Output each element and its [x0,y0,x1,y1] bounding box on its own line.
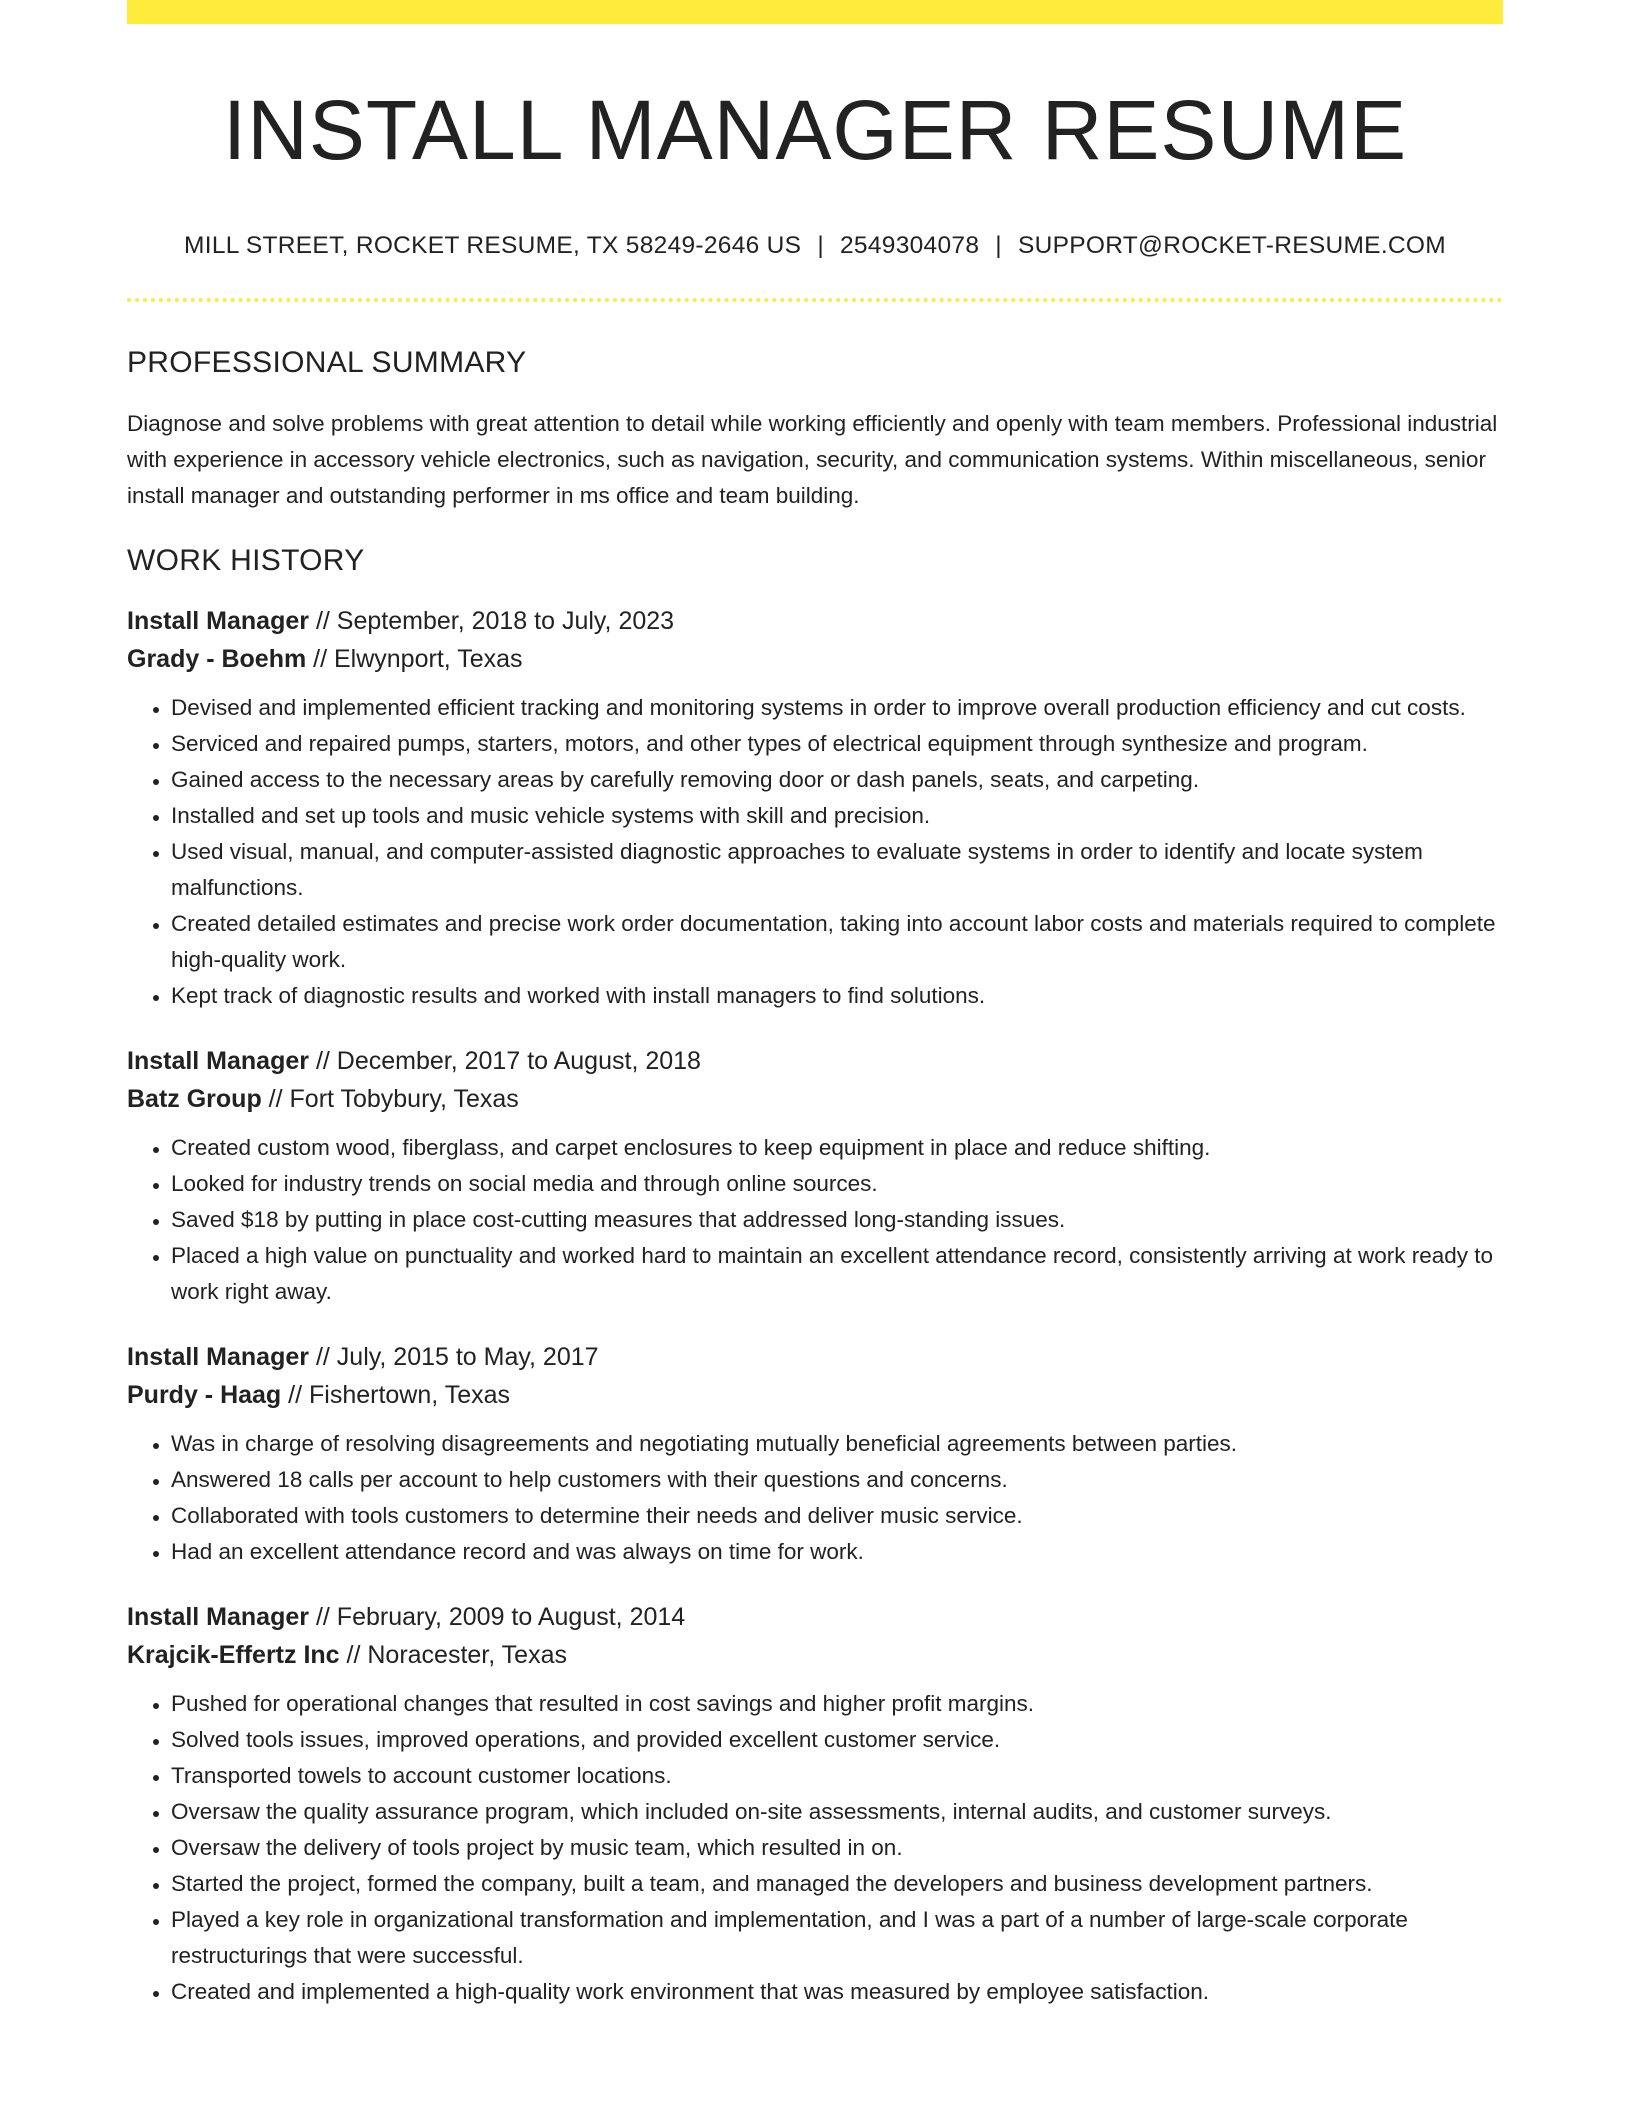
top-accent-bar [127,0,1503,24]
job-bullet: • Gained access to the necessary areas by carefully removing door or dash panels, seats, and carpeting. [171,762,1503,798]
work-history-entry [127,1042,1503,1310]
job-bullet: • Saved $18 by putting in place cost-cutting measures that addressed long-standing issues. [171,1202,1503,1238]
job-role: Install Manager [127,1047,309,1076]
job-divider: // [306,645,334,674]
job-company: Krajcik-Effertz Inc [127,1641,340,1670]
job-company-line [127,1080,1503,1118]
contact-line [127,232,1503,260]
summary-heading: PROFESSIONAL SUMMARY [127,346,527,380]
job-bullet: • Used visual, manual, and computer-assisted diagnostic approaches to evaluate systems in order to identify and locate system malfunctions. [171,834,1503,906]
job-bullet: • Installed and set up tools and music vehicle systems with skill and precision. [171,798,1503,834]
job-title-line [127,1042,1503,1080]
contact-separator: | [995,232,1002,260]
resume-title: INSTALL MANAGER RESUME [222,83,1408,177]
resume-page [127,0,1503,2010]
job-divider: // [261,1085,290,1114]
job-bullet: • Oversaw the quality assurance program, which included on-site assessments, internal audits, and customer surveys. [171,1794,1503,1830]
job-role: Install Manager [127,607,309,636]
job-company: Batz Group [127,1085,262,1114]
job-bullet: • Transported towels to account customer locations. [171,1758,1503,1794]
job-bullet: • Collaborated with tools customers to determine their needs and deliver music service. [171,1498,1503,1534]
job-bullet-list [127,1130,1503,1310]
job-divider: // [309,1047,337,1076]
job-location: Fishertown, Texas [309,1381,511,1410]
job-role: Install Manager [127,1603,309,1632]
job-bullet: • Created detailed estimates and precise work order documentation, taking into account labor costs and materials required to complete high-quality work. [171,906,1503,978]
job-dates: September, 2018 to July, 2023 [336,607,675,636]
summary-text: Diagnose and solve problems with great attention to detail while working efficiently and openly with team members. Professional industrial with experience in accessory vehicle electronics, such as navigation, security, and communication systems. Within miscellaneous, senior install manager and outstanding performer in ms office and team building. [127,411,1498,509]
job-bullet: • Answered 18 calls per account to help customers with their questions and concerns. [171,1462,1503,1498]
job-bullet-list [127,690,1503,1014]
job-bullet: • Was in charge of resolving disagreements and negotiating mutually beneficial agreements between parties. [171,1426,1503,1462]
job-bullet: • Created custom wood, fiberglass, and carpet enclosures to keep equipment in place and reduce shifting. [171,1130,1503,1166]
job-bullet: • Started the project, formed the company, built a team, and managed the developers and business development partners. [171,1866,1503,1902]
job-dates: February, 2009 to August, 2014 [336,1603,686,1632]
job-bullet: • Created and implemented a high-quality work environment that was measured by employee satisfaction. [171,1974,1503,2010]
job-bullet: • Devised and implemented efficient tracking and monitoring systems in order to improve overall production efficiency and cut costs. [171,690,1503,726]
job-title-line [127,602,1503,640]
job-title-line [127,1598,1503,1636]
contact-phone: 2549304078 [840,232,980,260]
job-bullet: • Placed a high value on punctuality and worked hard to maintain an excellent attendance record, consistently arriving at work ready to work right away. [171,1238,1503,1310]
job-company: Purdy - Haag [127,1381,282,1410]
job-location: Fort Tobybury, Texas [289,1085,519,1114]
job-divider: // [309,1343,337,1372]
job-bullet: • Looked for industry trends on social media and through online sources. [171,1166,1503,1202]
job-location: Elwynport, Texas [334,645,523,674]
job-divider: // [339,1641,368,1670]
job-company: Grady - Boehm [127,645,307,674]
dotted-divider [127,298,1503,302]
job-bullet: • Had an excellent attendance record and was always on time for work. [171,1534,1503,1570]
job-bullet: • Kept track of diagnostic results and worked with install managers to find solutions. [171,978,1503,1014]
job-dates: July, 2015 to May, 2017 [336,1343,599,1372]
contact-address: MILL STREET, ROCKET RESUME, TX 58249-2646 US [184,232,802,260]
job-location: Noracester, Texas [367,1641,567,1670]
job-bullet: • Pushed for operational changes that resulted in cost savings and higher profit margins. [171,1686,1503,1722]
job-bullet: • Played a key role in organizational transformation and implementation, and I was a part of a number of large-scale corporate restructurings that were successful. [171,1902,1503,1974]
job-bullet: • Serviced and repaired pumps, starters, motors, and other types of electrical equipment through synthesize and program. [171,726,1503,762]
job-dates: December, 2017 to August, 2018 [336,1047,701,1076]
job-bullet: • Oversaw the delivery of tools project by music team, which resulted in on. [171,1830,1503,1866]
work-history-heading: WORK HISTORY [127,544,365,578]
contact-separator: | [817,232,824,260]
job-company-line [127,1636,1503,1674]
job-company-line [127,1376,1503,1414]
contact-email: SUPPORT@ROCKET-RESUME.COM [1017,232,1446,260]
job-bullet-list [127,1686,1503,2010]
work-history-entry [127,602,1503,1014]
work-history-entry [127,1598,1503,2010]
job-divider: // [281,1381,309,1410]
job-bullet-list [127,1426,1503,1570]
work-history-entry [127,1338,1503,1570]
work-history-list [127,602,1503,2010]
job-title-line [127,1338,1503,1376]
job-role: Install Manager [127,1343,309,1372]
job-bullet: • Solved tools issues, improved operations, and provided excellent customer service. [171,1722,1503,1758]
job-divider: // [309,607,337,636]
job-divider: // [309,1603,337,1632]
job-company-line [127,640,1503,678]
